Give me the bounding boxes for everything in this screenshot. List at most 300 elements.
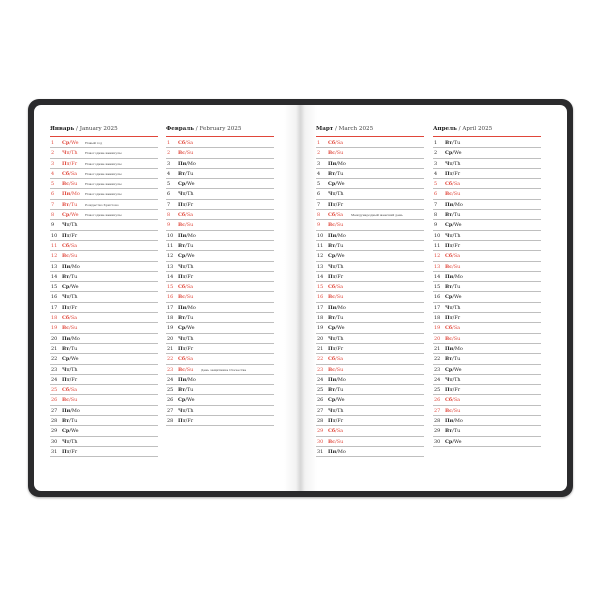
weekday-en: Mo: [337, 232, 346, 239]
day-row: [433, 189, 541, 199]
weekday: [328, 325, 345, 331]
holiday-note: Рождество Христово: [85, 202, 119, 207]
weekday: [178, 161, 196, 167]
day-number: 4: [317, 170, 321, 177]
weekday-separator: /: [452, 304, 455, 311]
day-row: [50, 220, 158, 230]
day-row: [166, 395, 274, 405]
weekday-separator: /: [69, 242, 71, 249]
day-row: [50, 323, 158, 333]
day-row: [166, 138, 274, 148]
day-number: 14: [317, 273, 324, 280]
weekday-en: We: [453, 366, 462, 373]
day-row: [316, 159, 424, 169]
weekday-ru: Чт: [445, 376, 453, 383]
weekday-separator: /: [185, 222, 187, 229]
weekday-ru: Вт: [62, 273, 70, 280]
weekday-ru: Сб: [328, 284, 336, 291]
weekday-en: Sa: [186, 284, 194, 291]
weekday-en: Mo: [454, 201, 463, 208]
weekday: [178, 336, 194, 342]
weekday-ru: Вт: [445, 140, 453, 146]
weekday: [328, 428, 343, 434]
weekday-separator: /: [452, 407, 454, 414]
weekday-separator: /: [452, 428, 454, 435]
weekday-en: Su: [70, 253, 78, 260]
weekday-separator: /: [69, 325, 71, 332]
day-number: 26: [51, 397, 58, 404]
weekday-ru: Сб: [62, 242, 70, 249]
weekday-en: Tu: [70, 201, 78, 208]
weekday-separator: /: [335, 366, 337, 373]
day-row: [316, 210, 424, 220]
day-number: 10: [434, 232, 441, 239]
day-number: 4: [434, 170, 438, 177]
weekday: [178, 202, 193, 208]
weekday-separator: /: [69, 222, 72, 229]
weekday-en: Fr: [337, 345, 344, 352]
day-row: [433, 282, 541, 292]
weekday-en: Sa: [453, 397, 461, 404]
weekday: [445, 212, 460, 218]
weekday-ru: Сб: [445, 253, 453, 260]
day-number: 21: [167, 345, 174, 352]
weekday-en: Mo: [187, 376, 196, 383]
day-row: [166, 303, 274, 313]
weekday-en: Tu: [336, 387, 344, 394]
weekday: [62, 397, 77, 403]
weekday-separator: /: [452, 294, 454, 301]
weekday-en: Fr: [454, 315, 461, 322]
holiday-note: Новогодние каникулы: [85, 161, 122, 166]
weekday: [178, 253, 195, 259]
weekday-separator: /: [453, 345, 455, 352]
weekday: [178, 171, 193, 177]
weekday-ru: Сб: [178, 284, 186, 291]
day-row: [50, 210, 158, 220]
weekday-ru: Ср: [445, 150, 453, 157]
weekday: [328, 222, 343, 228]
weekday-ru: Чт: [62, 438, 70, 445]
weekday-ru: Пт: [445, 170, 453, 177]
weekday-separator: /: [69, 232, 72, 239]
weekday-en: Sa: [336, 212, 344, 219]
day-row: [50, 395, 158, 405]
weekday-ru: Ср: [62, 428, 70, 435]
weekday-en: Tu: [70, 345, 78, 352]
day-row: [166, 179, 274, 189]
day-number: 24: [51, 376, 58, 383]
weekday-en: Su: [336, 438, 344, 445]
weekday-separator: /: [70, 407, 72, 414]
weekday-separator: /: [335, 170, 337, 177]
weekday-ru: Вт: [178, 315, 186, 322]
month-name-en-separator: /: [194, 126, 200, 132]
weekday-en: We: [336, 397, 345, 404]
day-row: [166, 406, 274, 416]
weekday-en: Su: [453, 335, 461, 342]
day-number: 10: [51, 232, 58, 239]
weekday-en: Sa: [186, 212, 194, 219]
day-number: 15: [434, 284, 441, 291]
weekday-en: We: [70, 428, 79, 435]
weekday-ru: Вс: [328, 150, 336, 157]
weekday: [445, 325, 460, 331]
weekday-ru: Вт: [178, 387, 186, 394]
day-number: 23: [317, 366, 324, 373]
weekday-separator: /: [69, 397, 71, 404]
weekday-en: Fr: [71, 376, 78, 383]
weekday-separator: /: [335, 263, 338, 270]
weekday-ru: Пн: [328, 160, 337, 167]
weekday-separator: /: [69, 376, 72, 383]
day-row: [50, 148, 158, 158]
weekday-separator: /: [185, 418, 188, 425]
day-row: [433, 159, 541, 169]
weekday: [328, 449, 346, 455]
weekday: [328, 171, 343, 177]
weekday-en: Th: [187, 407, 194, 414]
weekday-separator: /: [452, 232, 455, 239]
weekday-en: Su: [186, 294, 194, 301]
weekday-en: Tu: [453, 428, 461, 435]
day-number: 12: [51, 253, 58, 260]
day-row: [316, 262, 424, 272]
day-number: 6: [167, 191, 171, 198]
day-row: [166, 169, 274, 179]
day-number: 21: [51, 345, 58, 352]
weekday: [62, 212, 79, 218]
day-row: [50, 272, 158, 282]
weekday-ru: Вт: [62, 345, 70, 352]
weekday-separator: /: [452, 387, 455, 394]
day-number: 26: [167, 397, 174, 404]
weekday-en: We: [70, 140, 79, 146]
day-row: [433, 344, 541, 354]
day-number: 6: [434, 191, 438, 198]
weekday-en: Mo: [337, 304, 346, 311]
day-row: [433, 231, 541, 241]
weekday-ru: Вт: [328, 315, 336, 322]
day-row: [316, 282, 424, 292]
day-number: 24: [167, 376, 174, 383]
weekday-en: Fr: [337, 418, 344, 425]
weekday-separator: /: [335, 407, 338, 414]
weekday-separator: /: [453, 201, 455, 208]
day-number: 15: [317, 284, 324, 291]
weekday: [178, 367, 193, 373]
weekday-ru: Сб: [328, 140, 336, 146]
day-row: [50, 437, 158, 447]
day-row: [433, 251, 541, 261]
weekday: [328, 397, 345, 403]
day-row: [50, 251, 158, 261]
day-number: 9: [51, 222, 55, 229]
weekday-separator: /: [69, 387, 71, 394]
weekday: [178, 191, 194, 197]
day-number: 22: [51, 356, 58, 363]
weekday-separator: /: [452, 315, 455, 322]
weekday: [62, 439, 78, 445]
weekday-separator: /: [452, 284, 454, 291]
weekday-en: Sa: [70, 387, 78, 394]
day-row: [316, 220, 424, 230]
day-number: 17: [317, 304, 324, 311]
day-number: 22: [167, 356, 174, 363]
weekday-ru: Пн: [62, 263, 71, 270]
month-header: [433, 124, 541, 134]
weekday-ru: Пт: [62, 448, 70, 455]
day-row: [50, 189, 158, 199]
weekday-ru: Пн: [445, 273, 454, 280]
weekday-en: Mo: [187, 304, 196, 311]
weekday-separator: /: [69, 356, 71, 363]
day-number: 3: [317, 160, 321, 167]
weekday-en: Sa: [70, 242, 78, 249]
month-header-rule: [166, 136, 274, 137]
weekday-en: Sa: [70, 170, 78, 177]
day-number: 3: [51, 160, 55, 167]
weekday: [445, 140, 460, 146]
day-row: [316, 406, 424, 416]
weekday-en: Su: [336, 294, 344, 301]
weekday-en: Tu: [453, 284, 461, 291]
day-number: 2: [167, 150, 171, 157]
weekday-en: We: [453, 222, 462, 229]
weekday: [328, 140, 343, 146]
weekday-en: Su: [70, 181, 78, 188]
day-row: [316, 251, 424, 261]
day-number: 8: [167, 212, 171, 219]
weekday-ru: Вт: [445, 428, 453, 435]
weekday-separator: /: [185, 294, 187, 301]
weekday: [62, 449, 77, 455]
day-number: 13: [317, 263, 324, 270]
day-row: [433, 241, 541, 251]
day-row: [433, 138, 541, 148]
weekday-en: Sa: [70, 315, 78, 322]
holiday-note: Новый год: [85, 141, 103, 145]
weekday-separator: /: [185, 387, 187, 394]
day-row: [50, 344, 158, 354]
weekday: [62, 408, 80, 414]
weekday-en: Th: [337, 407, 344, 414]
month-name-ru: Январь: [50, 126, 75, 132]
weekday-separator: /: [69, 284, 71, 291]
day-number: 22: [317, 356, 324, 363]
weekday-separator: /: [452, 397, 454, 404]
weekday-separator: /: [70, 263, 72, 270]
weekday: [62, 253, 77, 259]
weekday-ru: Вс: [445, 335, 453, 342]
weekday-separator: /: [69, 273, 71, 280]
weekday-separator: /: [185, 150, 187, 157]
weekday: [178, 294, 193, 300]
weekday-ru: Пт: [445, 242, 453, 249]
day-row: [433, 303, 541, 313]
weekday-en: Su: [336, 150, 344, 157]
day-number: 19: [51, 325, 58, 332]
day-number: 11: [434, 242, 441, 249]
weekday-en: Fr: [187, 201, 194, 208]
day-row: [50, 447, 158, 457]
weekday-en: Sa: [186, 140, 194, 146]
weekday-en: Fr: [337, 201, 344, 208]
weekday-en: Tu: [70, 418, 78, 425]
day-row: [316, 375, 424, 385]
month-name-en-separator: /: [333, 126, 339, 132]
weekday: [328, 191, 344, 197]
weekday: [62, 387, 77, 393]
weekday-separator: /: [69, 212, 71, 219]
weekday-ru: Вт: [328, 387, 336, 394]
weekday-ru: Ср: [328, 325, 336, 332]
holiday-note: Новогодние каникулы: [85, 213, 122, 218]
day-number: 26: [317, 397, 324, 404]
day-number: 4: [51, 170, 55, 177]
weekday: [445, 253, 460, 259]
weekday: [62, 233, 77, 239]
day-number: 13: [51, 263, 58, 270]
day-row: [50, 365, 158, 375]
weekday: [62, 222, 78, 228]
weekday: [328, 284, 343, 290]
day-row: [433, 406, 541, 416]
month-header-rule: [316, 136, 424, 137]
weekday: [328, 264, 344, 270]
weekday-en: We: [186, 253, 195, 260]
day-row: [316, 179, 424, 189]
weekday-ru: Пн: [178, 160, 187, 167]
day-number: 22: [434, 356, 441, 363]
weekday-ru: Пт: [62, 376, 70, 383]
month-february: [166, 124, 274, 426]
day-row: [433, 365, 541, 375]
weekday: [445, 356, 460, 362]
holiday-note: Международный женский день: [351, 213, 403, 218]
day-row: [316, 365, 424, 375]
day-row: [316, 437, 424, 447]
weekday-separator: /: [452, 366, 454, 373]
weekday-ru: Сб: [445, 325, 453, 332]
day-number: 30: [317, 438, 324, 445]
weekday-ru: Сб: [445, 397, 453, 404]
weekday-separator: /: [335, 345, 338, 352]
day-number: 30: [434, 438, 441, 445]
weekday: [445, 274, 463, 280]
weekday-ru: Вс: [328, 438, 336, 445]
day-row: [50, 426, 158, 436]
weekday-ru: Вс: [445, 191, 453, 198]
weekday-en: Sa: [453, 181, 461, 188]
day-number: 9: [434, 222, 438, 229]
weekday: [178, 377, 196, 383]
day-number: 7: [434, 201, 438, 208]
day-number: 1: [167, 140, 171, 146]
weekday-en: Su: [453, 263, 461, 270]
weekday: [445, 428, 460, 434]
day-number: 8: [317, 212, 321, 219]
day-number: 31: [317, 448, 324, 455]
weekday-ru: Чт: [328, 335, 336, 342]
day-number: 3: [167, 160, 171, 167]
weekday: [328, 233, 346, 239]
weekday-en: We: [70, 356, 79, 363]
weekday: [62, 202, 77, 208]
weekday-separator: /: [185, 397, 187, 404]
day-row: [50, 262, 158, 272]
day-number: 5: [434, 181, 438, 188]
weekday-separator: /: [335, 222, 337, 229]
weekday-en: We: [70, 284, 79, 291]
weekday-en: Tu: [336, 170, 344, 177]
weekday: [328, 439, 343, 445]
weekday-ru: Пт: [328, 201, 336, 208]
weekday: [328, 212, 343, 218]
weekday: [328, 336, 344, 342]
weekday: [62, 171, 77, 177]
day-number: 5: [317, 181, 321, 188]
day-row: [316, 189, 424, 199]
weekday-separator: /: [335, 387, 337, 394]
weekday-en: Fr: [71, 304, 78, 311]
day-row: [433, 210, 541, 220]
day-number: 27: [434, 407, 441, 414]
day-number: 28: [51, 418, 58, 425]
weekday: [178, 233, 196, 239]
weekday-en: Mo: [71, 335, 80, 342]
weekday-ru: Ср: [328, 253, 336, 260]
day-row: [166, 375, 274, 385]
day-row: [433, 323, 541, 333]
weekday-separator: /: [69, 294, 72, 301]
day-row: [433, 437, 541, 447]
day-row: [166, 189, 274, 199]
day-number: 5: [51, 181, 55, 188]
day-row: [166, 365, 274, 375]
weekday: [178, 264, 194, 270]
weekday-ru: Чт: [328, 191, 336, 198]
weekday-ru: Чт: [445, 232, 453, 239]
weekday: [445, 294, 462, 300]
weekday-en: Th: [337, 191, 344, 198]
day-number: 23: [51, 366, 58, 373]
day-list: [433, 138, 541, 447]
day-number: 21: [317, 345, 324, 352]
weekday-ru: Вт: [328, 170, 336, 177]
day-row: [316, 272, 424, 282]
weekday: [445, 161, 461, 167]
weekday-ru: Пн: [178, 232, 187, 239]
weekday-en: Fr: [454, 170, 461, 177]
weekday: [62, 336, 80, 342]
weekday-en: Th: [71, 222, 78, 229]
day-number: 1: [51, 140, 55, 146]
holiday-note: Новогодние каникулы: [85, 182, 122, 187]
weekday-en: Mo: [454, 418, 463, 425]
weekday-en: Th: [454, 376, 461, 383]
weekday-separator: /: [186, 160, 188, 167]
day-row: [166, 220, 274, 230]
weekday-separator: /: [335, 212, 337, 219]
day-number: 17: [167, 304, 174, 311]
weekday: [445, 439, 462, 445]
weekday-ru: Чт: [178, 407, 186, 414]
day-row: [316, 426, 424, 436]
weekday-separator: /: [185, 191, 188, 198]
weekday-ru: Ср: [328, 181, 336, 188]
weekday-separator: /: [69, 253, 71, 260]
